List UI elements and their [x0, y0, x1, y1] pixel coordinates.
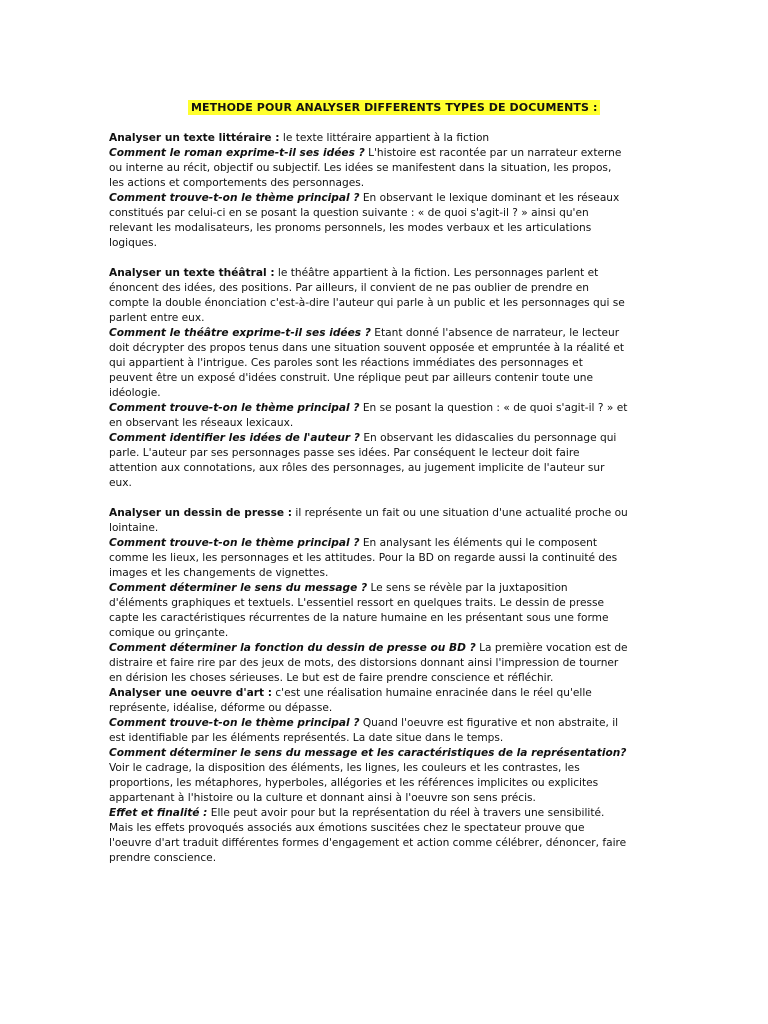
paragraph-text: La première vocation est de distraire et faire rire par des jeux de mots, des distorsions donnant ainsi l'impression de tourner en dérision les choses sérieuses. Le but est de faire prendre conscience et réfléchir. [109, 642, 628, 684]
paragraph-text: Etant donné l'absence de narrateur, le lecteur doit décrypter des propos tenus dans une situation souvent opposée et empruntée à la réalité et qui appartient à l'intrigue. Ces paroles sont les réactions immédiates des personnages et peuvent être un exposé d'idées construit. Une réplique peut par ailleurs contenir toute une idéologie. [109, 327, 625, 399]
paragraph-text: il représente un fait ou une situation d'une actualité proche ou lointaine. [109, 507, 628, 534]
paragraph [109, 536, 629, 581]
paragraph-text: le théâtre appartient à la fiction. Les personnages parlent et énoncent des idées, des positions. Par ailleurs, il convient de ne pas oublier de prendre en compte la double énonciation c'est-à-dire l'auteur qui parle à un public et les personnages qui se parlent entre eux. [109, 267, 625, 324]
paragraph [109, 131, 629, 146]
question-heading: Comment déterminer le sens du message et les caractéristiques de la représentation? [109, 747, 627, 759]
section-label: Analyser un texte littéraire : [109, 132, 280, 144]
paragraph [109, 506, 629, 536]
paragraph [109, 431, 629, 491]
paragraph-text: c'est une réalisation humaine enracinée dans le réel qu'elle représente, idéalise, déforme ou dépasse. [109, 687, 592, 714]
question-heading: Comment déterminer la fonction du dessin de presse ou BD ? [109, 642, 476, 654]
paragraph-text: le texte littéraire appartient à la fiction [279, 132, 490, 144]
paragraph [109, 266, 629, 326]
paragraph [109, 191, 629, 251]
paragraph [109, 641, 629, 686]
paragraph-text: En observant les didascalies du personnage qui parle. L'auteur par ses personnages passe ses idées. Par conséquent le lecteur doit faire attention aux connotations, aux rôles des personnages, au jugement implicite de l'auteur sur eux. [109, 432, 617, 489]
paragraph [109, 746, 629, 806]
paragraph-text: Elle peut avoir pour but la représentation du réel à travers une sensibilité. Mais les effets provoqués associés aux émotions suscitées chez le spectateur prouve que l'oeuvre d'art traduit différentes formes d'engagement et action comme célébrer, dénoncer, faire prendre conscience. [109, 807, 627, 864]
question-heading: Comment trouve-t-on le thème principal ? [109, 402, 360, 414]
paragraph [109, 686, 629, 716]
paragraph [109, 716, 629, 746]
section-label: Analyser un dessin de presse : [109, 507, 293, 519]
question-heading: Comment trouve-t-on le thème principal ? [109, 192, 360, 204]
paragraph-text: En se posant la question : « de quoi s'agit-il ? » et en observant les réseaux lexicaux. [109, 402, 628, 429]
document-title: METHODE POUR ANALYSER DIFFERENTS TYPES DE DOCUMENTS : [188, 100, 600, 115]
paragraph-text: En observant le lexique dominant et les réseaux constitués par celui-ci en se posant la question suivante : « de quoi s'agit-il ? » ainsi qu'en relevant les modalisateurs, les pronoms personnels, les modes verbaux et les articulations logiques. [109, 192, 620, 249]
paragraph-text: Quand l'oeuvre est figurative et non abstraite, il est identifiable par les éléments représentés. La date situe dans le temps. [109, 717, 619, 744]
question-heading: Comment trouve-t-on le thème principal ? [109, 537, 360, 549]
paragraph [109, 146, 629, 191]
question-heading: Effet et finalité : [109, 807, 208, 819]
question-heading: Comment le roman exprime-t-il ses idées ? [109, 147, 365, 159]
question-heading: Comment le théâtre exprime-t-il ses idées ? [109, 327, 371, 339]
paragraph [109, 581, 629, 641]
paragraph [109, 326, 629, 401]
section-label: Analyser une oeuvre d'art : [109, 687, 272, 699]
question-heading: Comment identifier les idées de l'auteur ? [109, 432, 360, 444]
paragraph-spacer [109, 491, 629, 506]
question-heading: Comment déterminer le sens du message ? [109, 582, 368, 594]
paragraph-text: L'histoire est racontée par un narrateur externe ou interne au récit, objectif ou subjectif. Les idées se manifestent dans la situation, les propos, les actions et comportements des personnages. [109, 147, 622, 189]
paragraph [109, 401, 629, 431]
paragraph [109, 806, 629, 866]
document-body [109, 131, 629, 866]
paragraph-text: Voir le cadrage, la disposition des éléments, les lignes, les couleurs et les contrastes, les proportions, les métaphores, hyperboles, allégories et les références implicites ou explicites appartenant à l'histoire ou la culture et donnant ainsi à l'oeuvre son sens précis. [109, 762, 599, 804]
paragraph-text: Le sens se révèle par la juxtaposition d'éléments graphiques et textuels. L'essentiel ressort en quelques traits. Le dessin de presse capte les caractéristiques récurrentes de la nature humaine en les présentant sous une forme comique ou grinçante. [109, 582, 609, 639]
paragraph-text: En analysant les éléments qui le composent comme les lieux, les personnages et les attitudes. Pour la BD on regarde aussi la continuité des images et les changements de vignettes. [109, 537, 618, 579]
paragraph-spacer [109, 251, 629, 266]
question-heading: Comment trouve-t-on le thème principal ? [109, 717, 360, 729]
section-label: Analyser un texte théâtral : [109, 267, 275, 279]
